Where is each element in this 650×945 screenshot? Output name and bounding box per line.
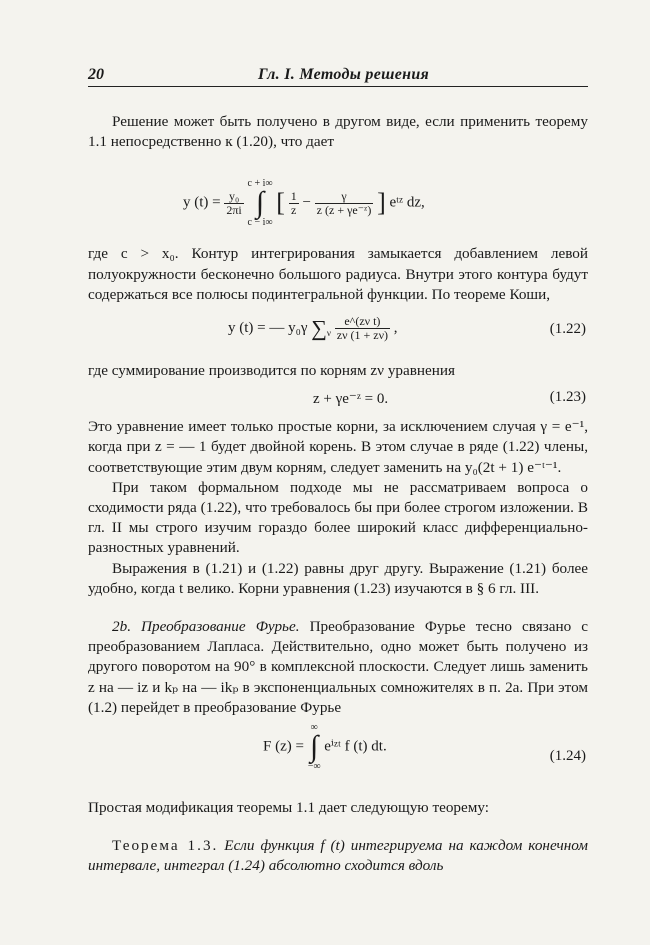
equation-unnumbered [88, 160, 588, 238]
theorem-1-3 [88, 836, 588, 876]
eq-a-frac-2: $\frac{\gamma}{\text{z (z + γe⁻ᶻ)}}$ [316, 188, 372, 217]
theorem-text: Если функция f (t) интегрируема на каждом конечном интервале, интеграл (1.24) абсолютно сходится вдоль [88, 837, 588, 875]
eq-a-minus: − [302, 194, 311, 211]
paragraph-4: Это уравнение имеет только простые корни, за исключением случая γ = e⁻¹, когда при z = — 1 будет двойной корень. В этом случае в ряде (1.22) члены, соответствующие этим двум корням, следует заменить на y₀(2t + 1) e⁻ᵗ⁻¹. [88, 418, 588, 476]
eq-a-lhs: y (t) = [183, 194, 221, 211]
eq-a-frac-1: $\frac{1}{z}$ [290, 188, 297, 217]
paragraph-6: Выражения в (1.21) и (1.22) равны друг другу. Выражение (1.21) более удобно, когда t велико. Корни уравнения (1.23) изучаются в § 6 гл. III. [88, 559, 588, 597]
eq-124-lhs: F (z) = [263, 738, 304, 755]
header-rule [88, 86, 588, 87]
paragraph-3: где суммирование производится по корням zν уравнения [88, 362, 456, 380]
eq-a-bracket-right: ] [377, 188, 386, 218]
equation-1-24 [88, 720, 588, 794]
eq-122-comma: , [393, 319, 398, 336]
eq-124-integral: ∞ ∫ −∞ [307, 722, 321, 773]
page [88, 66, 588, 877]
paragraph-7 [88, 617, 588, 718]
section-2b-heading: 2b. Преобразование Фурье. [112, 618, 300, 636]
running-header [88, 66, 588, 88]
eq-a-tail: eᵗᶻ dz, [389, 194, 425, 211]
eq-number-1-24: (1.24) [549, 748, 586, 765]
eq-122-lhs: y (t) = — y₀γ [228, 319, 308, 336]
eq-a-coef: $\frac{\text{y₀}}{2\pi i}$ [226, 188, 242, 217]
eq-a-integral: c + i∞ ∫ c − i∞ [247, 178, 273, 229]
eq-123-expr: z + γe⁻ᶻ = 0. [313, 391, 389, 408]
eq-124-integrand: eⁱᶻᵗ f (t) dt. [324, 738, 387, 755]
section-2b-text: Преобразование Фурье тесно связано с преобразованием Лапласа. Действительно, одно может быть получено из другого поворотом на 90° в комплексной плоскости. Следует лишь заменить z на — iz и kₚ на — ikₚ в экспоненциальных сомножителях в п. 2a. При этом (1.2) перейдет в преобразование Фурье [88, 618, 588, 716]
paragraph-2: где c > x₀. Контур интегрирования замыкается добавлением левой полуокружности бесконечно большого радиуса. Внутри этого контура будут содержаться все полюсы подинтегральной функции. По теореме Коши, [88, 245, 588, 303]
paragraph-5: При таком формальном подходе мы не рассматриваем вопроса о сходимости ряда (1.22), что требовалось бы при более строгом изложении. В гл. II мы строго изучим гораздо более широкий класс дифференциально-разностных уравнений. [88, 478, 588, 557]
equation-1-22 [88, 311, 588, 355]
eq-number-1-22: (1.22) [549, 321, 586, 338]
eq-number-1-23: (1.23) [549, 389, 586, 406]
chapter-title: Гл. I. Методы решения [258, 66, 430, 83]
sum-symbol: ∑ [311, 315, 327, 341]
eq-a-bracket-left: [ [276, 188, 285, 218]
paragraph-8: Простая модификация теоремы 1.1 дает следующую теорему: [88, 799, 489, 817]
equation-1-23 [88, 385, 588, 413]
theorem-label: Теорема 1.3. [112, 837, 219, 855]
sum-index: ν [326, 327, 331, 338]
eq-122-fraction: $\frac{\text{e\textasciicircum{}(zν t)}}{z\nu (1 + z\nu)}$ [336, 314, 389, 343]
paragraph-1: Решение может быть получено в другом виде, если применить теорему 1.1 непосредственно к (1.20), что дает [88, 113, 588, 151]
page-number: 20 [88, 66, 104, 83]
